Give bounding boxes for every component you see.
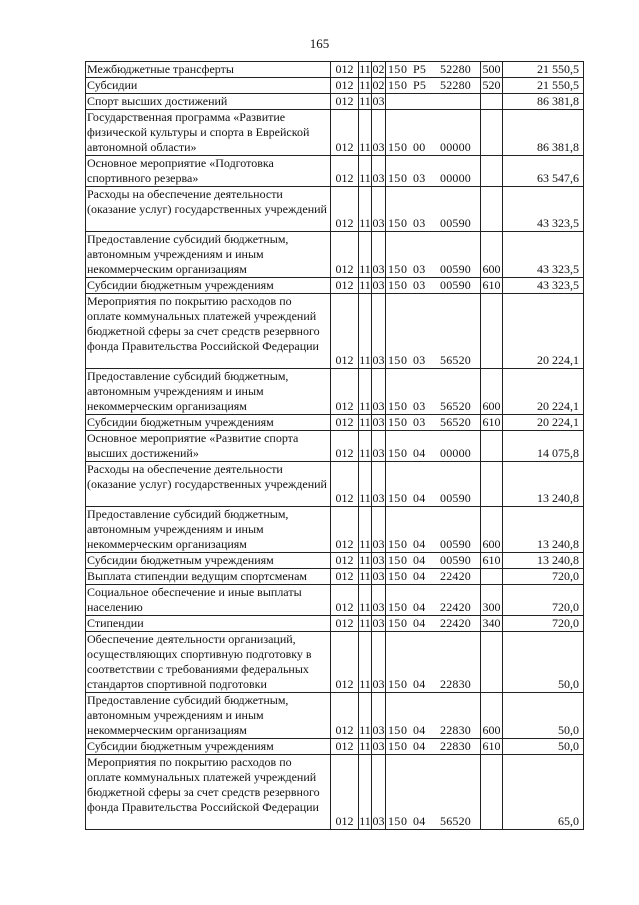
target-code-part-t1: 15 bbox=[388, 171, 401, 185]
page-number: 165 bbox=[309, 36, 330, 51]
target-code-part-t4: 22420 bbox=[440, 616, 471, 630]
target-code-part-t3: 03 bbox=[413, 415, 426, 429]
target-code-part-t3: 04 bbox=[413, 723, 426, 737]
target-code-part-t1: 15 bbox=[388, 415, 401, 429]
target-code-part-t3: P5 bbox=[413, 78, 427, 92]
target-code-part-t1: 15 bbox=[388, 677, 401, 691]
row-pr: 03 bbox=[372, 110, 386, 156]
target-code-part-t4: 00590 bbox=[440, 491, 471, 505]
row-rz: 11 bbox=[359, 616, 371, 630]
row-target-code bbox=[386, 187, 481, 232]
row-vr: 610 bbox=[482, 739, 501, 753]
row-name: Межбюджетные трансферты bbox=[86, 62, 331, 78]
target-code-part-t3: 03 bbox=[413, 262, 426, 276]
row-sum: 20 224,1 bbox=[503, 369, 584, 415]
row-gr: 012 bbox=[331, 569, 359, 585]
target-code-part-t4: 52280 bbox=[440, 78, 471, 92]
row-vr bbox=[481, 294, 503, 369]
target-code-part-t1: 15 bbox=[388, 62, 401, 76]
row-pr: 03 bbox=[372, 294, 386, 369]
row-vr: 600 bbox=[481, 507, 503, 553]
row-rz: 11 bbox=[359, 585, 372, 616]
row-target-code bbox=[386, 462, 481, 507]
row-target-code bbox=[386, 585, 481, 616]
row-target-code bbox=[386, 78, 481, 94]
row-vr: 500 bbox=[482, 62, 501, 76]
table-body bbox=[86, 62, 584, 830]
row-pr: 03 bbox=[372, 739, 385, 753]
target-code-part-t2: 0 bbox=[401, 353, 408, 367]
row-target-code bbox=[386, 616, 481, 632]
row-name: Расходы на обеспечение деятельности (оказание услуг) государственных учреждений bbox=[86, 462, 331, 507]
row-pr: 03 bbox=[372, 415, 385, 429]
row-gr: 012 bbox=[331, 553, 359, 569]
row-vr: 600 bbox=[481, 693, 503, 739]
target-code-part-t3: P5 bbox=[413, 62, 427, 76]
row-pr: 03 bbox=[372, 462, 386, 507]
row-sum: 720,0 bbox=[503, 616, 584, 632]
row-gr: 012 bbox=[331, 462, 359, 507]
row-target-code bbox=[386, 110, 481, 156]
row-name: Предоставление субсидий бюджетным, автономным учреждениям и иным некоммерческим организациям bbox=[86, 507, 331, 553]
target-code-part-t2: 0 bbox=[401, 415, 408, 429]
row-pr: 03 bbox=[372, 569, 385, 583]
row-gr: 012 bbox=[331, 156, 359, 187]
row-vr: 600 bbox=[481, 232, 503, 278]
row-gr: 012 bbox=[331, 632, 359, 693]
row-gr: 012 bbox=[331, 585, 359, 616]
row-vr: 610 bbox=[482, 415, 501, 429]
row-name: Субсидии бюджетным учреждениям bbox=[86, 278, 331, 294]
row-sum: 13 240,8 bbox=[503, 507, 584, 553]
target-code-part-t2: 0 bbox=[401, 78, 408, 92]
row-vr bbox=[481, 569, 503, 585]
target-code-part-t2: 0 bbox=[401, 677, 408, 691]
target-code-part-t4: 22830 bbox=[440, 739, 471, 753]
table-row bbox=[86, 62, 584, 78]
row-rz: 11 bbox=[359, 94, 371, 108]
row-vr: 600 bbox=[481, 369, 503, 415]
table-row bbox=[86, 78, 584, 94]
row-name: Предоставление субсидий бюджетным, автономным учреждениям и иным некоммерческим организациям bbox=[86, 232, 331, 278]
table-row bbox=[86, 187, 584, 232]
target-code-part-t4: 22420 bbox=[440, 569, 471, 583]
row-sum: 720,0 bbox=[503, 585, 584, 616]
row-gr: 012 bbox=[331, 62, 359, 78]
row-pr: 03 bbox=[372, 187, 386, 232]
row-name: Субсидии bbox=[86, 78, 331, 94]
target-code-part-t3: 04 bbox=[413, 677, 426, 691]
target-code-part-t4: 52280 bbox=[440, 62, 471, 76]
target-code-part-t4: 00000 bbox=[440, 171, 471, 185]
target-code-part-t2: 0 bbox=[401, 216, 408, 230]
target-code-part-t3: 04 bbox=[413, 491, 426, 505]
row-sum: 20 224,1 bbox=[503, 294, 584, 369]
row-name: Социальное обеспечение и иные выплаты населению bbox=[86, 585, 331, 616]
row-pr: 03 bbox=[372, 232, 386, 278]
target-code-part-t3: 04 bbox=[413, 739, 426, 753]
row-target-code bbox=[386, 507, 481, 553]
row-rz: 11 bbox=[359, 294, 372, 369]
row-gr: 012 bbox=[331, 507, 359, 553]
row-target-code bbox=[386, 369, 481, 415]
row-rz: 11 bbox=[359, 187, 372, 232]
row-name: Субсидии бюджетным учреждениям bbox=[86, 415, 331, 431]
target-code-part-t2: 0 bbox=[401, 491, 408, 505]
row-gr: 012 bbox=[331, 693, 359, 739]
target-code-part-t1: 15 bbox=[388, 491, 401, 505]
row-target-code bbox=[386, 632, 481, 693]
table-row bbox=[86, 632, 584, 693]
row-gr: 012 bbox=[331, 415, 359, 431]
row-rz: 11 bbox=[359, 369, 372, 415]
row-gr: 012 bbox=[331, 110, 359, 156]
row-rz: 11 bbox=[359, 415, 371, 429]
target-code-part-t4: 00590 bbox=[440, 262, 471, 276]
row-name: Основное мероприятие «Развитие спорта высших достижений» bbox=[86, 431, 331, 462]
target-code-part-t4: 00000 bbox=[440, 140, 471, 154]
row-name: Государственная программа «Развитие физической культуры и спорта в Еврейской автономной области» bbox=[86, 110, 331, 156]
row-vr bbox=[481, 94, 503, 110]
target-code-part-t3: 04 bbox=[413, 814, 426, 828]
target-code-part-t3: 04 bbox=[413, 569, 426, 583]
row-vr bbox=[481, 632, 503, 693]
target-code-part-t2: 0 bbox=[401, 140, 408, 154]
row-name: Обеспечение деятельности организаций, осуществляющих спортивную подготовку в соответствии с требованиями федеральных стандартов спортивной подготовки bbox=[86, 632, 331, 693]
target-code-part-t4: 22830 bbox=[440, 677, 471, 691]
target-code-part-t4: 56520 bbox=[440, 399, 471, 413]
row-rz: 11 bbox=[359, 632, 372, 693]
target-code-part-t2: 0 bbox=[401, 399, 408, 413]
target-code-part-t1: 15 bbox=[388, 278, 401, 292]
row-vr: 520 bbox=[482, 78, 501, 92]
row-name: Спорт высших достижений bbox=[86, 94, 331, 110]
row-target-code bbox=[386, 294, 481, 369]
target-code-part-t1: 15 bbox=[388, 537, 401, 551]
row-pr: 03 bbox=[372, 632, 386, 693]
target-code-part-t4: 22830 bbox=[440, 723, 471, 737]
target-code-part-t1: 15 bbox=[388, 446, 401, 460]
target-code-part-t1: 15 bbox=[388, 399, 401, 413]
table-row bbox=[86, 569, 584, 585]
row-rz: 11 bbox=[359, 693, 372, 739]
table-row bbox=[86, 431, 584, 462]
row-vr bbox=[481, 431, 503, 462]
row-sum: 14 075,8 bbox=[503, 431, 584, 462]
row-rz: 11 bbox=[359, 553, 371, 567]
target-code-part-t4: 22420 bbox=[440, 600, 471, 614]
row-target-code bbox=[386, 755, 481, 830]
row-sum: 86 381,8 bbox=[503, 110, 584, 156]
row-gr: 012 bbox=[331, 187, 359, 232]
target-code-part-t3: 03 bbox=[413, 278, 426, 292]
table-row bbox=[86, 585, 584, 616]
row-rz: 11 bbox=[359, 569, 371, 583]
target-code-part-t2: 0 bbox=[401, 446, 408, 460]
target-code-part-t2: 0 bbox=[401, 616, 408, 630]
row-target-code bbox=[386, 415, 481, 431]
table-row bbox=[86, 94, 584, 110]
target-code-part-t3: 04 bbox=[413, 537, 426, 551]
row-sum: 13 240,8 bbox=[503, 462, 584, 507]
target-code-part-t3: 00 bbox=[413, 140, 426, 154]
row-gr: 012 bbox=[331, 294, 359, 369]
row-pr: 02 bbox=[372, 78, 385, 92]
row-pr: 03 bbox=[372, 755, 386, 830]
target-code-part-t3: 04 bbox=[413, 616, 426, 630]
row-name: Субсидии бюджетным учреждениям bbox=[86, 553, 331, 569]
target-code-part-t2: 0 bbox=[401, 814, 408, 828]
row-gr: 012 bbox=[331, 739, 359, 755]
target-code-part-t2: 0 bbox=[401, 600, 408, 614]
target-code-part-t1: 15 bbox=[388, 814, 401, 828]
table-row bbox=[86, 232, 584, 278]
row-vr bbox=[481, 187, 503, 232]
target-code-part-t4: 56520 bbox=[440, 415, 471, 429]
row-sum: 43 323,5 bbox=[503, 187, 584, 232]
row-gr: 012 bbox=[331, 78, 359, 94]
target-code-part-t3: 03 bbox=[413, 216, 426, 230]
target-code-part-t2: 0 bbox=[401, 62, 408, 76]
row-rz: 11 bbox=[359, 62, 371, 76]
row-sum: 20 224,1 bbox=[503, 415, 584, 431]
row-vr bbox=[481, 156, 503, 187]
row-name: Субсидии бюджетным учреждениям bbox=[86, 739, 331, 755]
row-rz: 11 bbox=[359, 739, 371, 753]
row-sum: 13 240,8 bbox=[503, 553, 584, 569]
row-vr bbox=[481, 462, 503, 507]
row-gr: 012 bbox=[331, 278, 359, 294]
table-row bbox=[86, 507, 584, 553]
row-target-code bbox=[386, 569, 481, 585]
row-pr: 03 bbox=[372, 156, 386, 187]
table-row bbox=[86, 693, 584, 739]
row-target-code bbox=[386, 739, 481, 755]
table-row bbox=[86, 294, 584, 369]
table-row bbox=[86, 553, 584, 569]
target-code-part-t1: 15 bbox=[388, 140, 401, 154]
table-row bbox=[86, 278, 584, 294]
target-code-part-t4: 00590 bbox=[440, 216, 471, 230]
row-rz: 11 bbox=[359, 431, 372, 462]
target-code-part-t4: 56520 bbox=[440, 353, 471, 367]
table-row bbox=[86, 415, 584, 431]
row-pr: 03 bbox=[372, 94, 385, 108]
row-vr bbox=[481, 755, 503, 830]
target-code-part-t2: 0 bbox=[401, 723, 408, 737]
row-gr: 012 bbox=[331, 94, 359, 110]
row-name: Выплата стипендии ведущим спортсменам bbox=[86, 569, 331, 585]
row-pr: 03 bbox=[372, 693, 386, 739]
target-code-part-t1: 15 bbox=[388, 262, 401, 276]
row-target-code bbox=[386, 156, 481, 187]
row-target-code bbox=[386, 94, 481, 110]
row-name: Основное мероприятие «Подготовка спортивного резерва» bbox=[86, 156, 331, 187]
row-target-code bbox=[386, 693, 481, 739]
target-code-part-t2: 0 bbox=[401, 171, 408, 185]
target-code-part-t2: 0 bbox=[401, 537, 408, 551]
target-code-part-t4: 00590 bbox=[440, 553, 471, 567]
target-code-part-t3: 04 bbox=[413, 553, 426, 567]
target-code-part-t1: 15 bbox=[388, 569, 401, 583]
table-row bbox=[86, 462, 584, 507]
row-pr: 03 bbox=[372, 431, 386, 462]
target-code-part-t2: 0 bbox=[401, 739, 408, 753]
row-gr: 012 bbox=[331, 369, 359, 415]
target-code-part-t2: 0 bbox=[401, 569, 408, 583]
row-target-code bbox=[386, 553, 481, 569]
target-code-part-t1: 15 bbox=[388, 553, 401, 567]
table-row bbox=[86, 739, 584, 755]
row-sum: 21 550,5 bbox=[503, 78, 584, 94]
row-target-code bbox=[386, 62, 481, 78]
row-rz: 11 bbox=[359, 232, 372, 278]
row-gr: 012 bbox=[331, 431, 359, 462]
target-code-part-t1: 15 bbox=[388, 216, 401, 230]
row-gr: 012 bbox=[331, 232, 359, 278]
row-vr: 610 bbox=[482, 278, 501, 292]
row-sum: 65,0 bbox=[503, 755, 584, 830]
row-sum: 86 381,8 bbox=[503, 94, 584, 110]
row-pr: 03 bbox=[372, 616, 385, 630]
row-rz: 11 bbox=[359, 507, 372, 553]
row-sum: 720,0 bbox=[503, 569, 584, 585]
row-target-code bbox=[386, 278, 481, 294]
row-rz: 11 bbox=[359, 755, 372, 830]
row-target-code bbox=[386, 431, 481, 462]
target-code-part-t4: 56520 bbox=[440, 814, 471, 828]
target-code-part-t3: 03 bbox=[413, 399, 426, 413]
row-rz: 11 bbox=[359, 278, 371, 292]
row-name: Предоставление субсидий бюджетным, автономным учреждениям и иным некоммерческим организациям bbox=[86, 693, 331, 739]
target-code-part-t3: 04 bbox=[413, 446, 426, 460]
target-code-part-t3: 04 bbox=[413, 600, 426, 614]
row-sum: 43 323,5 bbox=[503, 232, 584, 278]
table-row bbox=[86, 755, 584, 830]
target-code-part-t1: 15 bbox=[388, 78, 401, 92]
row-vr: 610 bbox=[482, 553, 501, 567]
row-sum: 21 550,5 bbox=[503, 62, 584, 78]
row-gr: 012 bbox=[331, 616, 359, 632]
target-code-part-t4: 00590 bbox=[440, 537, 471, 551]
row-rz: 11 bbox=[359, 156, 372, 187]
row-rz: 11 bbox=[359, 110, 372, 156]
budget-table bbox=[85, 61, 584, 830]
row-sum: 50,0 bbox=[503, 739, 584, 755]
target-code-part-t2: 0 bbox=[401, 278, 408, 292]
table-row bbox=[86, 156, 584, 187]
row-name: Мероприятия по покрытию расходов по оплате коммунальных платежей учреждений бюджетной сферы за счет средств резервного фонда Правительства Российской Федерации bbox=[86, 294, 331, 369]
table-row bbox=[86, 369, 584, 415]
target-code-part-t1: 15 bbox=[388, 616, 401, 630]
row-sum: 50,0 bbox=[503, 632, 584, 693]
row-name: Предоставление субсидий бюджетным, автономным учреждениям и иным некоммерческим организациям bbox=[86, 369, 331, 415]
row-vr: 300 bbox=[481, 585, 503, 616]
row-sum: 63 547,6 bbox=[503, 156, 584, 187]
row-sum: 50,0 bbox=[503, 693, 584, 739]
target-code-part-t1: 15 bbox=[388, 600, 401, 614]
row-target-code bbox=[386, 232, 481, 278]
row-vr: 340 bbox=[482, 616, 501, 630]
table-row bbox=[86, 110, 584, 156]
row-rz: 11 bbox=[359, 78, 371, 92]
row-pr: 03 bbox=[372, 369, 386, 415]
table-row bbox=[86, 616, 584, 632]
row-name: Стипендии bbox=[86, 616, 331, 632]
target-code-part-t1: 15 bbox=[388, 739, 401, 753]
row-name: Расходы на обеспечение деятельности (оказание услуг) государственных учреждений bbox=[86, 187, 331, 232]
target-code-part-t2: 0 bbox=[401, 262, 408, 276]
target-code-part-t2: 0 bbox=[401, 553, 408, 567]
row-rz: 11 bbox=[359, 462, 372, 507]
row-gr: 012 bbox=[331, 755, 359, 830]
row-sum: 43 323,5 bbox=[503, 278, 584, 294]
row-pr: 03 bbox=[372, 553, 385, 567]
target-code-part-t4: 00000 bbox=[440, 446, 471, 460]
row-vr bbox=[481, 110, 503, 156]
target-code-part-t3: 03 bbox=[413, 353, 426, 367]
row-pr: 02 bbox=[372, 62, 385, 76]
target-code-part-t4: 00590 bbox=[440, 278, 471, 292]
row-pr: 03 bbox=[372, 278, 385, 292]
target-code-part-t1: 15 bbox=[388, 723, 401, 737]
row-name: Мероприятия по покрытию расходов по оплате коммунальных платежей учреждений бюджетной сферы за счет средств резервного фонда Правительства Российской Федерации bbox=[86, 755, 331, 830]
row-pr: 03 bbox=[372, 585, 386, 616]
target-code-part-t1: 15 bbox=[388, 353, 401, 367]
target-code-part-t3: 03 bbox=[413, 171, 426, 185]
row-pr: 03 bbox=[372, 507, 386, 553]
